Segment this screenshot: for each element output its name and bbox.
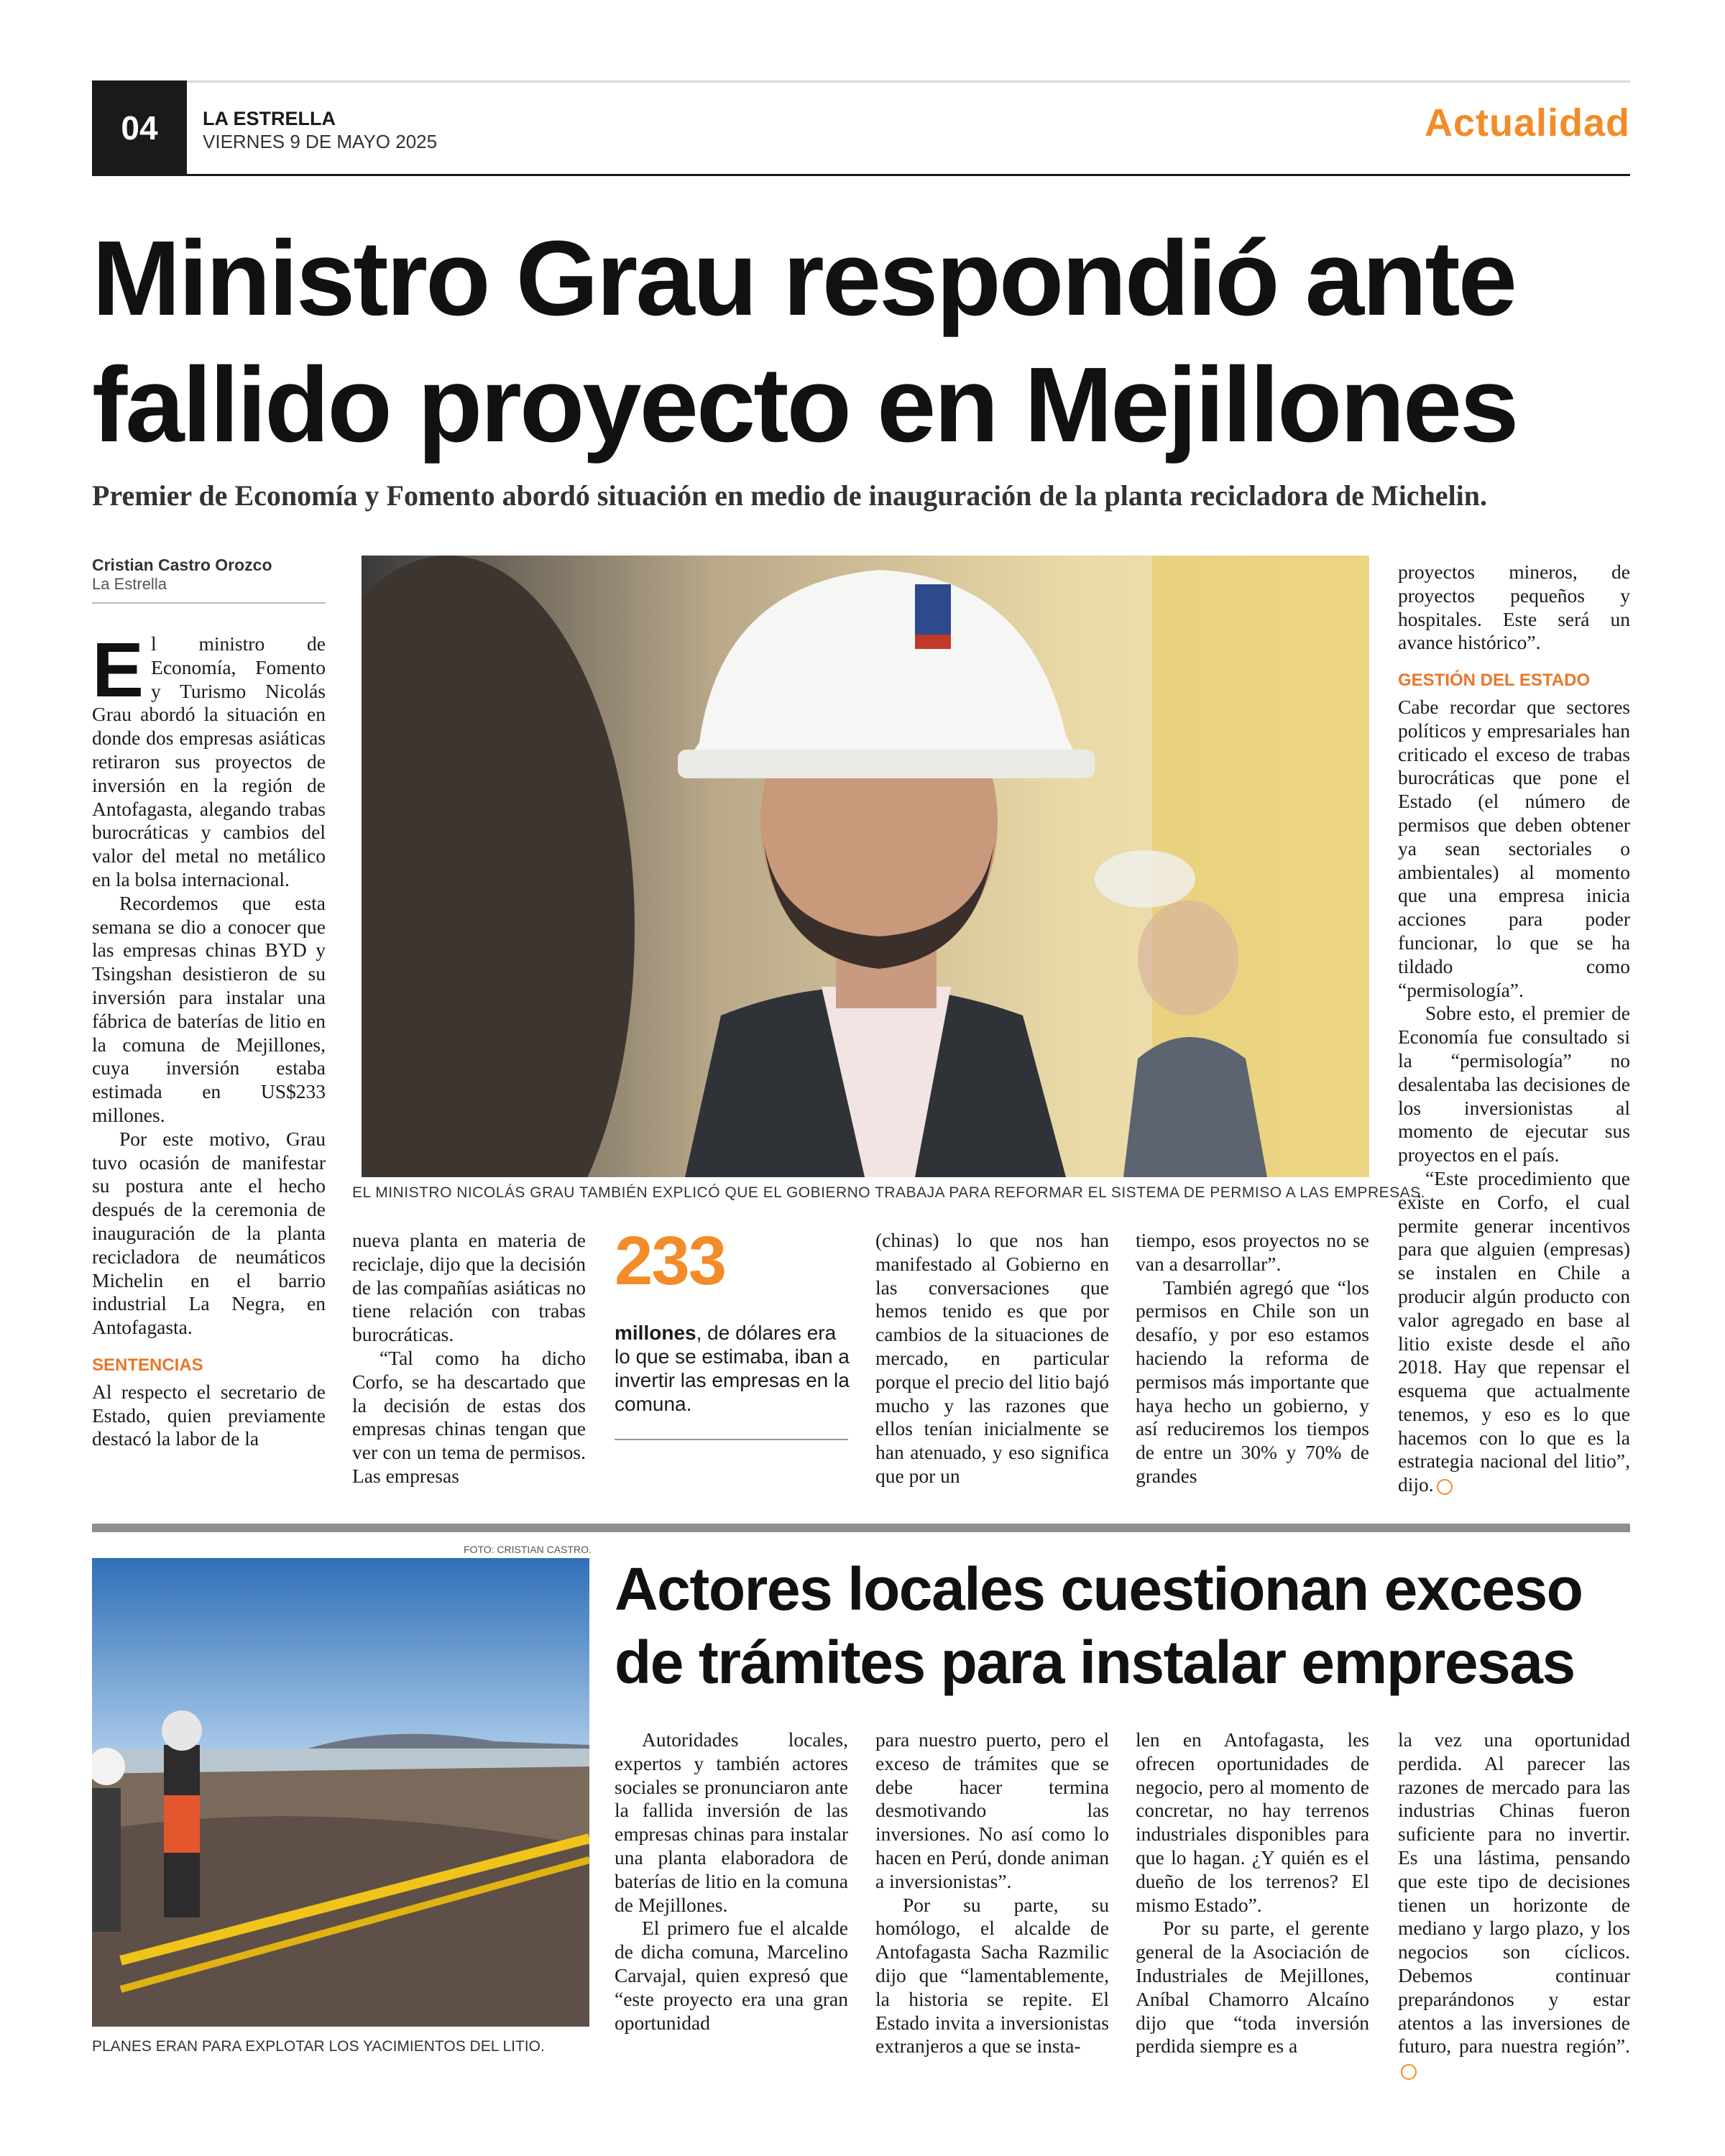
body-paragraph: tiempo, esos proyectos no se van a desarrollar”. bbox=[1136, 1229, 1369, 1275]
article1-column-4 bbox=[1136, 1229, 1369, 1488]
minister-photo-illustration bbox=[362, 556, 1369, 1177]
highlight-text: millones, de dólares era lo que se estimaba, iban a invertir las empresas en la comuna. bbox=[615, 1322, 850, 1415]
page-number: 04 bbox=[92, 80, 187, 175]
body-paragraph: para nuestro puerto, pero el exceso de trámites que se debe hacer termina desmotivando las inversiones. No así como lo hacen en Perú, donde animan a inversionistas”. bbox=[875, 1728, 1109, 1892]
main-headline-line2: fallido proyecto en Mejillones bbox=[92, 346, 1517, 464]
body-paragraph: Sobre esto, el premier de Economía fue consultado si la “permisología” no desalentaba las decisiones de los inversionistas al momento de ejecutar sus proyectos en el país. bbox=[1398, 1002, 1630, 1166]
main-headline bbox=[92, 216, 1637, 469]
body-paragraph: Por su parte, el gerente general de la Asociación de Industriales de Mejillones, Aníbal Chamorro Alcaíno dijo que “toda inversión perdida siempre es a bbox=[1136, 1917, 1369, 2058]
article2-column-4 bbox=[1398, 1728, 1630, 2082]
body-paragraph: “Tal como ha dicho Corfo, se ha descartado que la decisión de estas dos empresas chinas tengan que ver con un tema de permisos. Las empresas bbox=[352, 1346, 586, 1487]
photo-credit: FOTO: CRISTIAN CASTRO. bbox=[464, 1544, 592, 1555]
lithium-site-photo bbox=[92, 1558, 589, 2027]
section-divider bbox=[92, 1524, 1630, 1532]
article2-column-2 bbox=[875, 1728, 1109, 2058]
end-mark-icon bbox=[1401, 2064, 1417, 2080]
byline-rule bbox=[92, 602, 326, 604]
author-name: Cristian Castro Orozco bbox=[92, 556, 272, 574]
secondary-headline bbox=[615, 1552, 1635, 1699]
article1-column-5 bbox=[1398, 561, 1630, 1497]
article1-column-2 bbox=[352, 1229, 586, 1488]
author-publication: La Estrella bbox=[92, 575, 167, 593]
lithium-site-illustration bbox=[92, 1558, 589, 2027]
secondary-headline-line2: de trámites para instalar empresas bbox=[615, 1628, 1575, 1696]
highlight-rule bbox=[615, 1439, 848, 1440]
minister-photo bbox=[362, 556, 1369, 1177]
main-headline-line1: Ministro Grau respondió ante bbox=[92, 219, 1515, 338]
lead-paragraph: El ministro de Economía, Fomento y Turismo Nicolás Grau abordó la situación en donde dos empresas asiáticas retiraron sus proyectos de inversión en la región de Antofagasta, alegando trabas burocráticas y cambios del valor del metal no metálico en la bolsa internacional. bbox=[92, 626, 326, 890]
body-paragraph: Autoridades locales, expertos y también actores sociales se pronunciaron ante la fallida inversión de las empresas chinas para instalar una planta elaboradora de baterías de litio en la comuna de Mejillones. bbox=[615, 1728, 848, 1916]
photo-caption: PLANES ERAN PARA EXPLOTAR LOS YACIMIENTOS DEL LITIO. bbox=[92, 2038, 545, 2055]
photo-caption: EL MINISTRO NICOLÁS GRAU TAMBIÉN EXPLICÓ QUE EL GOBIERNO TRABAJA PARA REFORMAR EL SISTEMA DE PERMISO A LAS EMPRESAS. bbox=[352, 1184, 1425, 1201]
article1-column-1 bbox=[92, 626, 326, 1451]
issue-date: VIERNES 9 DE MAYO 2025 bbox=[203, 131, 438, 152]
article2-column-3 bbox=[1136, 1728, 1369, 2058]
section-label: Actualidad bbox=[1424, 101, 1630, 144]
body-paragraph: la vez una oportunidad perdida. Al parecer las razones de mercado para las industrias Chinas fueron suficiente para no invertir. Es una lástima, pensando que este tipo de decisiones tienen un horizonte de mediano y largo plazo, y los negocios son cíclicos. Debemos continuar preparándonos y estar atentos a las inversiones de futuro, para nuestra región”. bbox=[1398, 1728, 1630, 2082]
article1-column-3 bbox=[875, 1229, 1109, 1488]
article-deck: Premier de Economía y Fomento abordó situación en medio de inauguración de la planta recicladora de Michelin. bbox=[92, 479, 1488, 512]
body-paragraph: Por su parte, su homólogo, el alcalde de Antofagasta Sacha Razmilic dijo que “lamentablemente, la historia se repite. El Estado invita a inversionistas extranjeros a que se insta- bbox=[875, 1893, 1109, 2058]
highlight-number: 233 bbox=[615, 1222, 726, 1299]
secondary-headline-line1: Actores locales cuestionan exceso bbox=[615, 1555, 1583, 1623]
highlight-bold: millones bbox=[615, 1322, 696, 1344]
header-rule bbox=[92, 174, 1630, 176]
subhead-sentencias: SENTENCIAS bbox=[92, 1355, 203, 1375]
body-paragraph: Recordemos que esta semana se dio a conocer que las empresas chinas BYD y Tsingshan desistieron de su inversión para instalar una fábrica de baterías de litio en la comuna de Mejillones, cuya inversión estaba estimada en US$233 millones. bbox=[92, 891, 326, 1126]
body-paragraph: Por este motivo, Grau tuvo ocasión de manifestar su postura ante el hecho después de la ceremonia de inauguración de la planta recicladora de neumáticos Michelin en el barrio industrial La Negra, en Antofagasta. bbox=[92, 1127, 326, 1339]
body-paragraph: len en Antofagasta, les ofrecen oportunidades de negocio, pero al momento de concretar, no hay terrenos industriales disponibles para que lo hagan. ¿Y quién es el dueño de los terrenos? El mismo Estado”. bbox=[1136, 1728, 1369, 1916]
body-paragraph: (chinas) lo que nos han manifestado al Gobierno en las conversaciones que hemos tenido es que por cambios de la situaciones de mercado, en particular porque el precio del litio bajó mucho y las razones que ellos tenían inicialmente se han atenuado, y eso significa que por un bbox=[875, 1229, 1109, 1487]
body-paragraph: Cabe recordar que sectores políticos y empresariales han criticado el exceso de trabas burocráticas que pone el Estado (el número de permisos que deben obtener ya sean sectoriales o ambientales) al momento que una empresa inicia acciones para poder funcionar, lo que se ha tildado como “permisología”. bbox=[1398, 695, 1630, 1001]
subhead-gestion: GESTIÓN DEL ESTADO bbox=[1398, 671, 1591, 691]
body-paragraph: proyectos mineros, de proyectos pequeños y hospitales. Este será un avance histórico”. bbox=[1398, 561, 1630, 654]
body-paragraph: nueva planta en materia de reciclaje, dijo que la decisión de las compañías asiáticas no tiene relación con trabas burocráticas. bbox=[352, 1229, 586, 1346]
drop-cap: E bbox=[92, 626, 144, 713]
article2-column-1 bbox=[615, 1728, 848, 2035]
newspaper-name: LA ESTRELLA bbox=[203, 108, 336, 129]
top-rule bbox=[92, 80, 1630, 83]
body-paragraph: Al respecto el secretario de Estado, quien previamente destacó la labor de la bbox=[92, 1380, 326, 1450]
end-mark-icon bbox=[1437, 1479, 1453, 1495]
body-paragraph: También agregó que “los permisos en Chile son un desafío, y por eso estamos haciendo la reforma de permisos más importante que haya hecho un gobierno, y así reduciremos los tiempos de entre un 30% y 70% de grandes bbox=[1136, 1276, 1369, 1487]
body-paragraph: “Este procedimiento que existe en Corfo, el cual permite generar incentivos para que alguien (empresas) se instalen en Chile a producir algún producto con valor agregado en base al litio existe desde el año 2018. Hay que repensar el esquema que actualmente tenemos, y eso es lo que hacemos con lo que es la estrategia nacional del litio”, dijo. bbox=[1398, 1166, 1630, 1496]
body-paragraph: El primero fue el alcalde de dicha comuna, Marcelino Carvajal, quien expresó que “este proyecto era una gran oportunidad bbox=[615, 1917, 848, 2034]
